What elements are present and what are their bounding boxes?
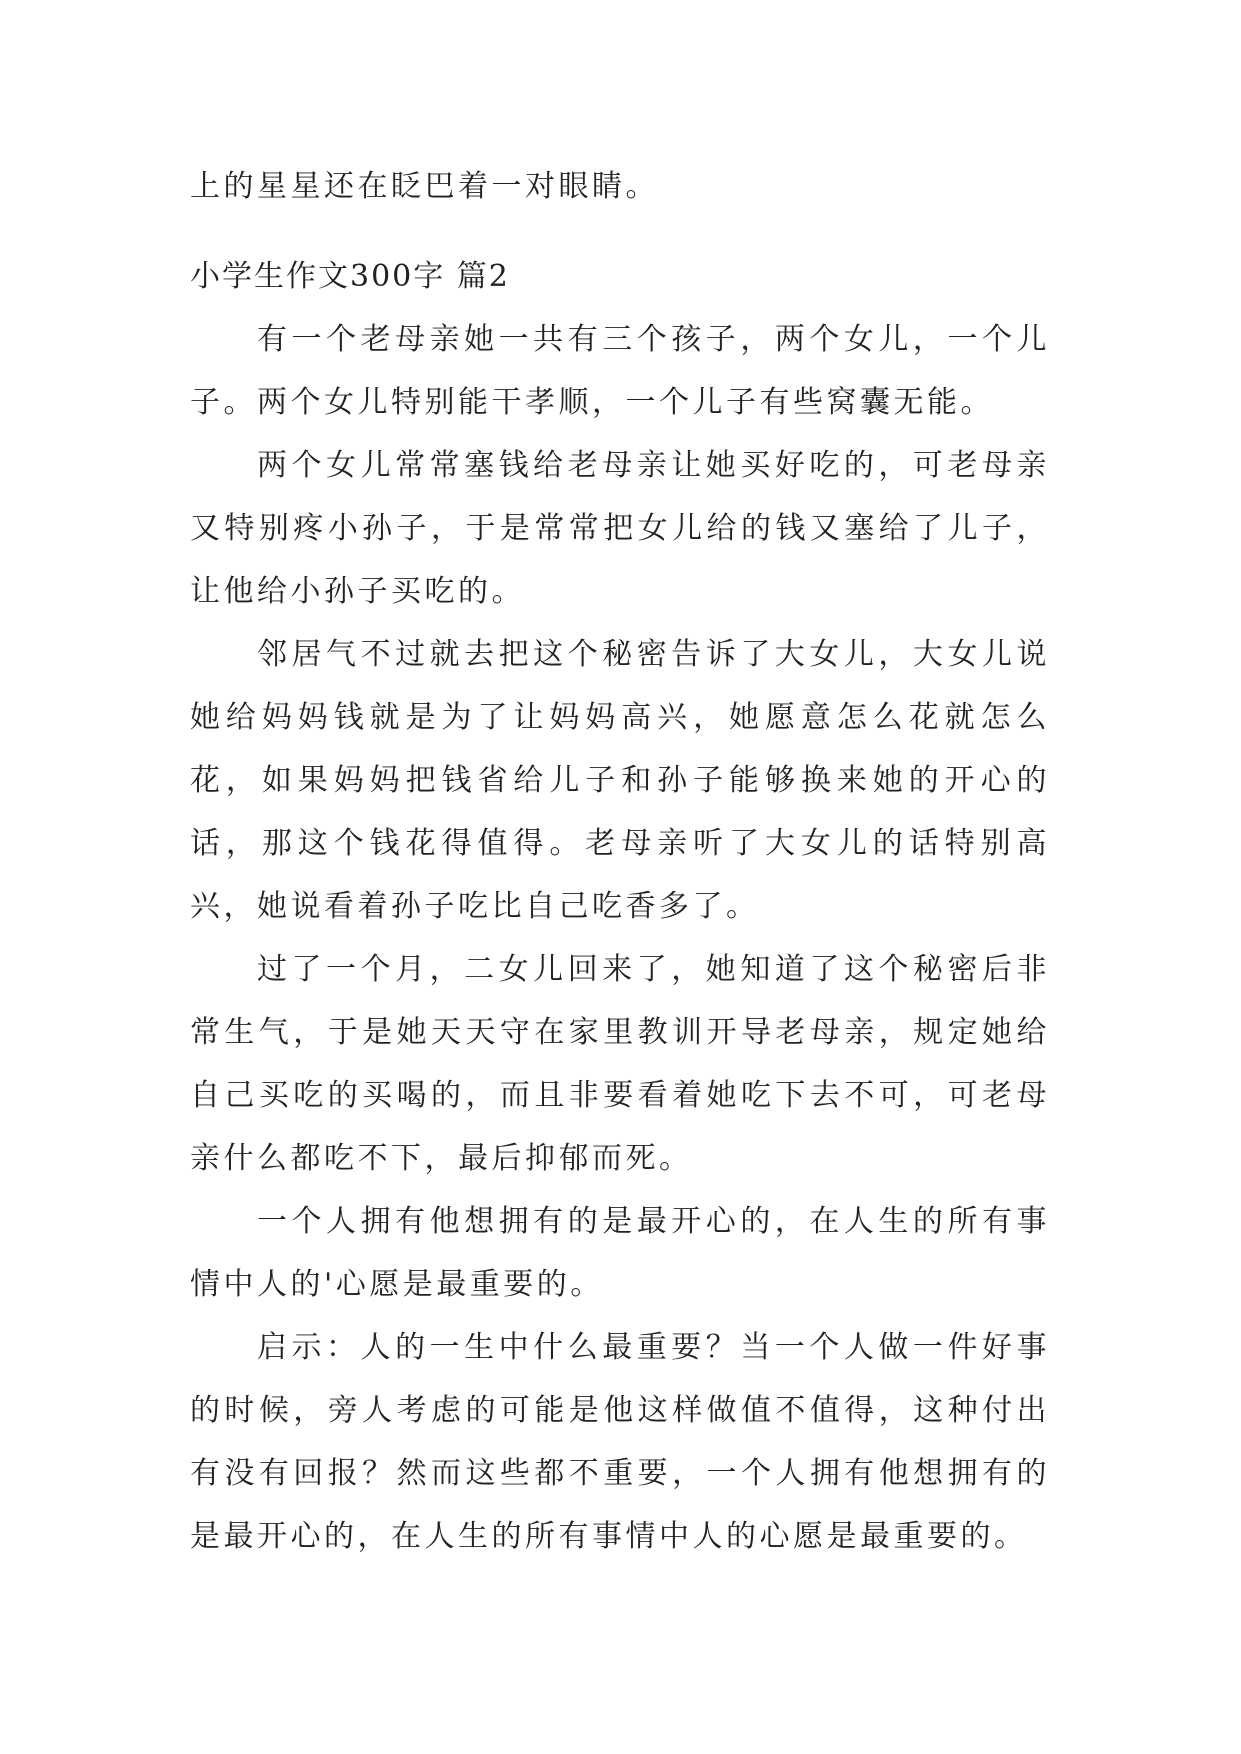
essay-paragraph-6: 启示：人的一生中什么最重要？当一个人做一件好事的时候，旁人考虑的可能是他这样做值不值得，这种付出有没有回报？然而这些都不重要，一个人拥有他想拥有的是最开心的，在人生的所有事情中人的心愿是最重要的。	[190, 1330, 1050, 1554]
essay-title: 小学生作文300字 篇2	[190, 259, 510, 294]
essay-paragraph-3: 邻居气不过就去把这个秘密告诉了大女儿，大女儿说她给妈妈钱就是为了让妈妈高兴，她愿意怎么花就怎么花，如果妈妈把钱省给儿子和孙子能够换来她的开心的话，那这个钱花得值得。老母亲听了大女儿的话特别高兴，她说看着孙子吃比自己吃香多了。	[190, 637, 1050, 924]
essay-paragraph-1: 有一个老母亲她一共有三个孩子，两个女儿，一个儿子。两个女儿特别能干孝顺，一个儿子有些窝囊无能。	[190, 322, 1050, 420]
essay-paragraph-5: 一个人拥有他想拥有的是最开心的，在人生的所有事情中人的'心愿是最重要的。	[190, 1204, 1050, 1302]
continuation-paragraph: 上的星星还在眨巴着一对眼睛。	[190, 169, 659, 204]
essay-section	[190, 245, 1050, 1568]
essay-paragraph-4: 过了一个月，二女儿回来了，她知道了这个秘密后非常生气，于是她天天守在家里教训开导老母亲，规定她给自己买吃的买喝的，而且非要看着她吃下去不可，可老母亲什么都吃不下，最后抑郁而死。	[190, 952, 1050, 1176]
essay-paragraph-2: 两个女儿常常塞钱给老母亲让她买好吃的，可老母亲又特别疼小孙子，于是常常把女儿给的钱又塞给了儿子，让他给小孙子买吃的。	[190, 448, 1050, 609]
